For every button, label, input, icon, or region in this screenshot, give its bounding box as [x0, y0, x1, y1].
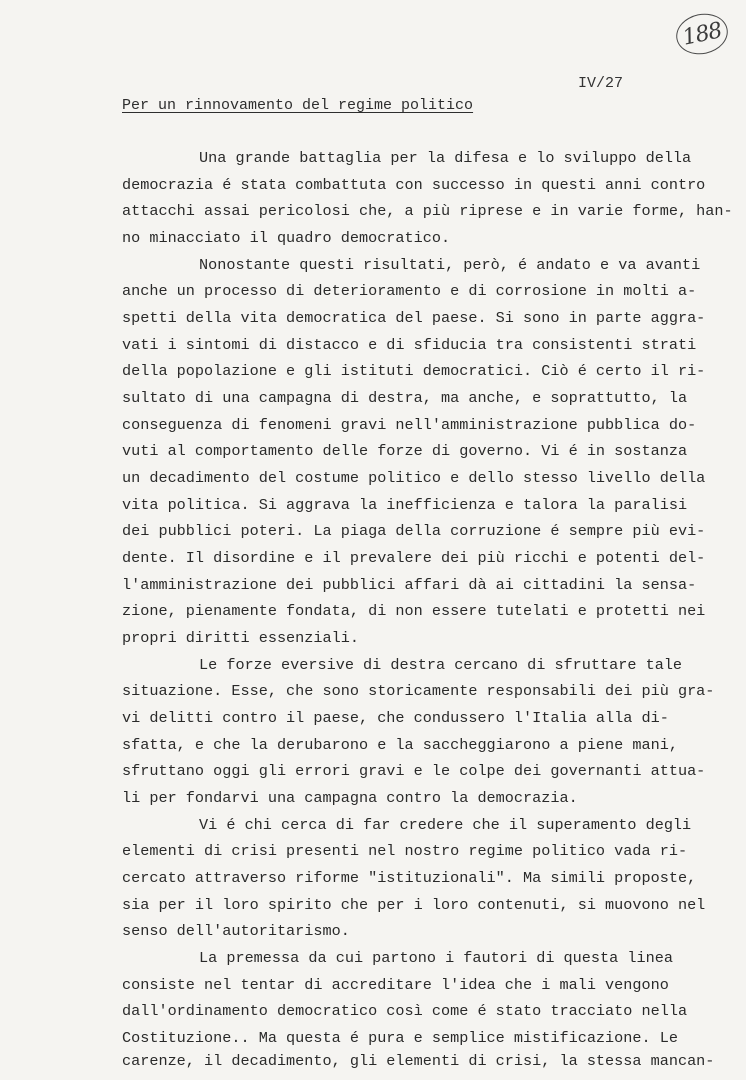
text-line: carenze, il decadimento, gli elementi di crisi, la stessa mancan-	[122, 1052, 715, 1070]
text-line: La premessa da cui partono i fautori di questa linea	[199, 949, 673, 967]
text-line: l'amministrazione dei pubblici affari dà ai cittadini la sensa-	[122, 576, 697, 594]
document-number: IV/27	[578, 75, 624, 92]
text-line: Vi é chi cerca di far credere che il superamento degli	[199, 816, 692, 834]
text-line: propri diritti essenziali.	[122, 629, 359, 647]
page-number-stamp	[672, 9, 731, 59]
text-line: sultato di una campagna di destra, ma anche, e soprattutto, la	[122, 389, 688, 407]
text-line: consiste nel tentar di accreditare l'idea che i mali vengono	[122, 976, 669, 994]
text-line: sia per il loro spirito che per i loro contenuti, si muovono nel	[122, 896, 706, 914]
text-line: li per fondarvi una campagna contro la democrazia.	[122, 789, 578, 807]
text-line: Nonostante questi risultati, però, é andato e va avanti	[199, 256, 701, 274]
text-line: dall'ordinamento democratico così come é stato tracciato nella	[122, 1002, 688, 1020]
text-line: vi delitti contro il paese, che condussero l'Italia alla di-	[122, 709, 669, 727]
text-line: attacchi assai pericolosi che, a più riprese e in varie forme, han-	[122, 202, 733, 220]
text-line: dei pubblici poteri. La piaga della corruzione é sempre più evi-	[122, 522, 706, 540]
document-title: Per un rinnovamento del regime politico	[122, 97, 474, 114]
text-line: democrazia é stata combattuta con successo in questi anni contro	[122, 176, 706, 194]
text-line: situazione. Esse, che sono storicamente responsabili dei più gra-	[122, 682, 715, 700]
text-line: vuti al comportamento delle forze di governo. Vi é in sostanza	[122, 442, 688, 460]
text-line: sfruttano oggi gli errori gravi e le colpe dei governanti attua-	[122, 762, 706, 780]
text-line: un decadimento del costume politico e dello stesso livello della	[122, 469, 706, 487]
text-line: Le forze eversive di destra cercano di sfruttare tale	[199, 656, 683, 674]
text-line: conseguenza di fenomeni gravi nell'amministrazione pubblica do-	[122, 416, 697, 434]
text-line: vati i sintomi di distacco e di sfiducia tra consistenti strati	[122, 336, 697, 354]
text-line: dente. Il disordine e il prevalere dei più ricchi e potenti del-	[122, 549, 706, 567]
text-line: no minacciato il quadro democratico.	[122, 229, 451, 247]
text-line: Una grande battaglia per la difesa e lo sviluppo della	[199, 149, 692, 167]
text-line: elementi di crisi presenti nel nostro regime politico vada ri-	[122, 842, 688, 860]
text-line: anche un processo di deterioramento e di corrosione in molti a-	[122, 282, 697, 300]
text-line: spetti della vita democratica del paese. Si sono in parte aggra-	[122, 309, 706, 327]
text-line: cercato attraverso riforme "istituzionali". Ma simili proposte,	[122, 869, 697, 887]
text-line: della popolazione e gli istituti democratici. Ciò é certo il ri-	[122, 362, 706, 380]
text-line: sfatta, e che la derubarono e la saccheggiarono a piene mani,	[122, 736, 678, 754]
text-line: Costituzione.. Ma questa é pura e semplice mistificazione. Le	[122, 1029, 678, 1047]
stamp-number: 188	[680, 17, 724, 51]
text-line: zione, pienamente fondata, di non essere tutelati e protetti nei	[122, 602, 706, 620]
text-line: senso dell'autoritarismo.	[122, 922, 350, 940]
text-line: vita politica. Si aggrava la inefficienza e talora la paralisi	[122, 496, 688, 514]
